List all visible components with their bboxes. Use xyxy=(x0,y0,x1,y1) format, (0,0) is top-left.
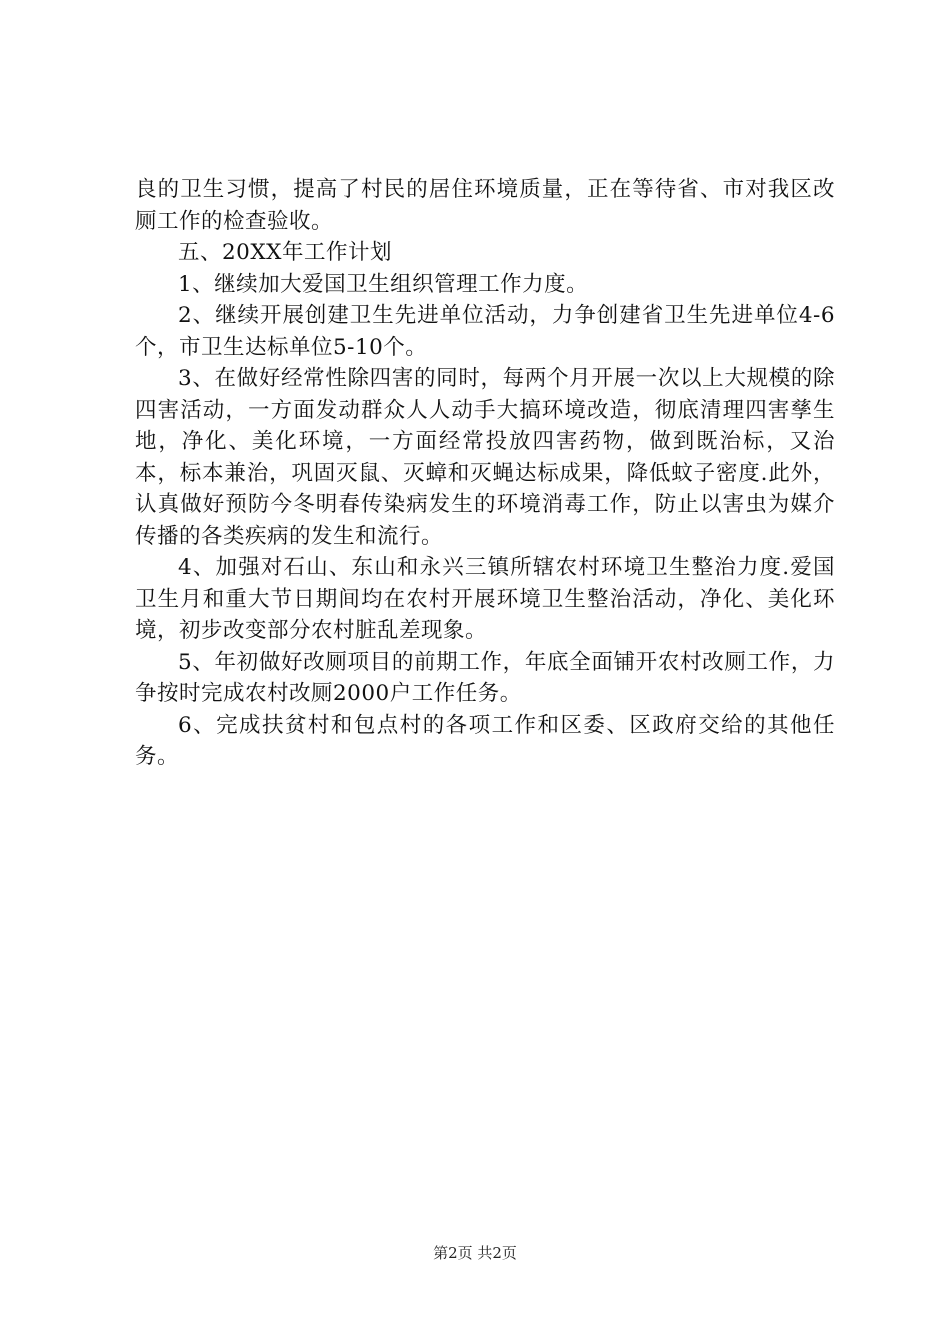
section-heading-plan: 五、20XX年工作计划 xyxy=(178,240,392,265)
plan-item-4: 4、加强对石山、东山和永兴三镇所辖农村环境卫生整治力度.爱国卫生月和重大节日期间均在农村开展环境卫生整治活动，净化、美化环境，初步改变部分农村脏乱差现象。 xyxy=(135,555,835,643)
plan-item-2: 2、继续开展创建卫生先进单位活动，力争创建省卫生先进单位4-6个，市卫生达标单位5-10个。 xyxy=(135,303,835,360)
plan-item-3: 3、在做好经常性除四害的同时，每两个月开展一次以上大规模的除四害活动，一方面发动群众人人动手大搞环境改造，彻底清理四害孳生地，净化、美化环境，一方面经常投放四害药物，做到既治标，又治本，标本兼治，巩固灭鼠、灭蟑和灭蝇达标成果，降低蚊子密度.此外，认真做好预防今冬明春传染病发生的环境消毒工作，防止以害虫为媒介传播的各类疾病的发生和流行。 xyxy=(135,366,835,549)
plan-item-1: 1、继续加大爱国卫生组织管理工作力度。 xyxy=(178,271,589,297)
document-body xyxy=(135,174,835,773)
page-footer: 第2页 共2页 xyxy=(433,1244,517,1262)
plan-item-5: 5、年初做好改厕项目的前期工作，年底全面铺开农村改厕工作，力争按时完成农村改厕2000户工作任务。 xyxy=(135,649,835,706)
paragraph-continuation: 良的卫生习惯，提高了村民的居住环境质量，正在等待省、市对我区改厕工作的检查验收。 xyxy=(135,177,835,234)
plan-item-6: 6、完成扶贫村和包点村的各项工作和区委、区政府交给的其他任务。 xyxy=(135,712,835,769)
